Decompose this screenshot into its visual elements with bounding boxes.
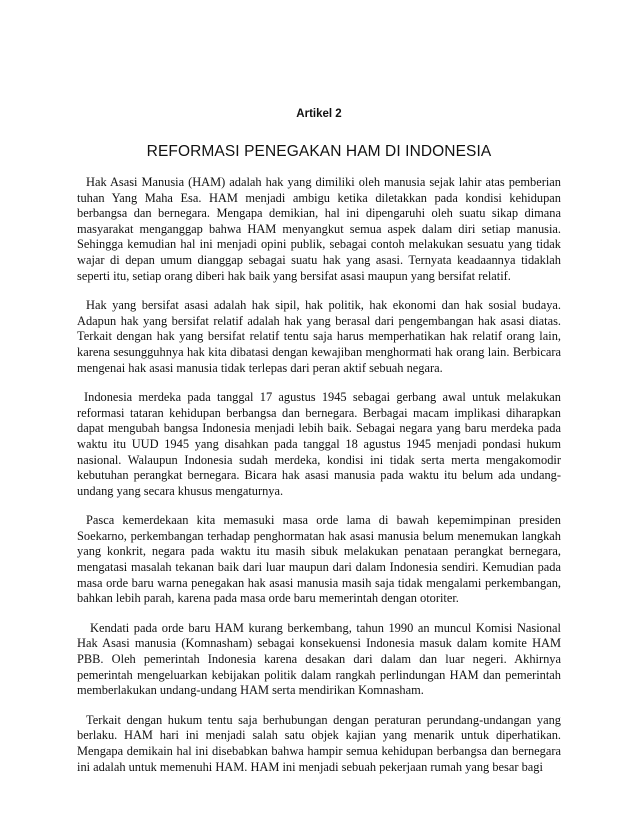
paragraph: Terkait dengan hukum tentu saja berhubungan dengan peraturan perundang-undangan yang berlaku. HAM hari ini menjadi salah satu objek kajian yang menarik untuk diperhatikan. Mengapa demikain hal ini disebabkan bahwa hampir semua kehidupan berbangsa dan bernegara ini adalah untuk memenuhi HAM. HAM ini menjadi sebuah pekerjaan rumah yang besar bagi — [77, 712, 561, 774]
paragraph: Kendati pada orde baru HAM kurang berkembang, tahun 1990 an muncul Komisi Nasional Hak Asasi manusia (Komnasham) sebagai konsekuensi Indonesia masuk dalam komite HAM PBB. Oleh pemerintah Indonesia karena desakan dari dalam dan luar negeri. Akhirnya pemerintah mengeluarkan kebijakan politik dalam rangkah perlindungan HAM dan pemerintah memberlakukan undang-undang HAM serta mendirikan Komnasham. — [77, 620, 561, 698]
paragraph: Pasca kemerdekaan kita memasuki masa orde lama di bawah kepemimpinan presiden Soekarno, perkembangan terhadap penghormatan hak asasi manusia belum menemukan langkah yang konkrit, negara pada waktu itu masih sibuk melakukan penataan perangkat bernegara, mengatasi masalah tekanan baik dari luar maupun dari dalam Indonesia sendiri. Kemudian pada masa orde baru warna penegakan hak asasi manusia masih saja tidak mengalami perkembangan, bahkan lebih parah, karena pada masa orde baru memerintah dengan otoriter. — [77, 513, 561, 606]
paragraph: Indonesia merdeka pada tanggal 17 agustus 1945 sebagai gerbang awal untuk melakukan reformasi tataran kehidupan berbangsa dan bernegara. Berbagai macam implikasi diharapkan dapat mengubah bangsa Indonesia menjadi lebih baik. Sebagai negara yang baru merdeka pada waktu itu UUD 1945 yang disahkan pada tanggal 18 agustus 1945 menjadi pondasi hukum nasional. Walaupun Indonesia sudah merdeka, kondisi ini tidak serta merta mengakomodir kebutuhan perangkat bernegara. Bicara hak asasi manusia pada waktu itu belum ada undang-undang yang secara khusus mengaturnya. — [77, 390, 561, 498]
document-body — [77, 175, 561, 789]
document-title: REFORMASI PENEGAKAN HAM DI INDONESIA — [146, 143, 492, 160]
paragraph: Hak yang bersifat asasi adalah hak sipil, hak politik, hak ekonomi dan hak sosial budaya. Adapun hak yang bersifat relatif adalah hak yang berasal dari pengembangan hak asasi diatas. Terkait dengan hak yang bersifat relatif tentu saja harus memperhatikan hak relatif orang lain, karena sesungguhnya hak kita dibatasi dengan kewajiban menghormati hak orang lain. Berbicara mengenai hak asasi manusia tidak terlepas dari peran aktif sebuah negara. — [77, 298, 561, 375]
paragraph: Hak Asasi Manusia (HAM) adalah hak yang dimiliki oleh manusia sejak lahir atas pemberian tuhan Yang Maha Esa. HAM menjadi ambigu ketika diletakkan pada kondisi kehidupan berbangsa dan bernegara. Mengapa demikian, hal ini dipengaruhi oleh suatu sikap dimana masyarakat menganggap bahwa HAM menyangkut semua aspek dalam diri setiap manusia. Sehingga kemudian hal ini menjadi opini publik, sebagai contoh melakukan sesuatu yang tidak wajar di depan umum dianggap sebagai suatu hak yang asasi. Ternyata keadaannya tidaklah seperti itu, setiap orang diberi hak baik yang bersifat asasi maupun yang bersifat relatif. — [77, 175, 561, 283]
article-label: Artikel 2 — [296, 108, 342, 120]
